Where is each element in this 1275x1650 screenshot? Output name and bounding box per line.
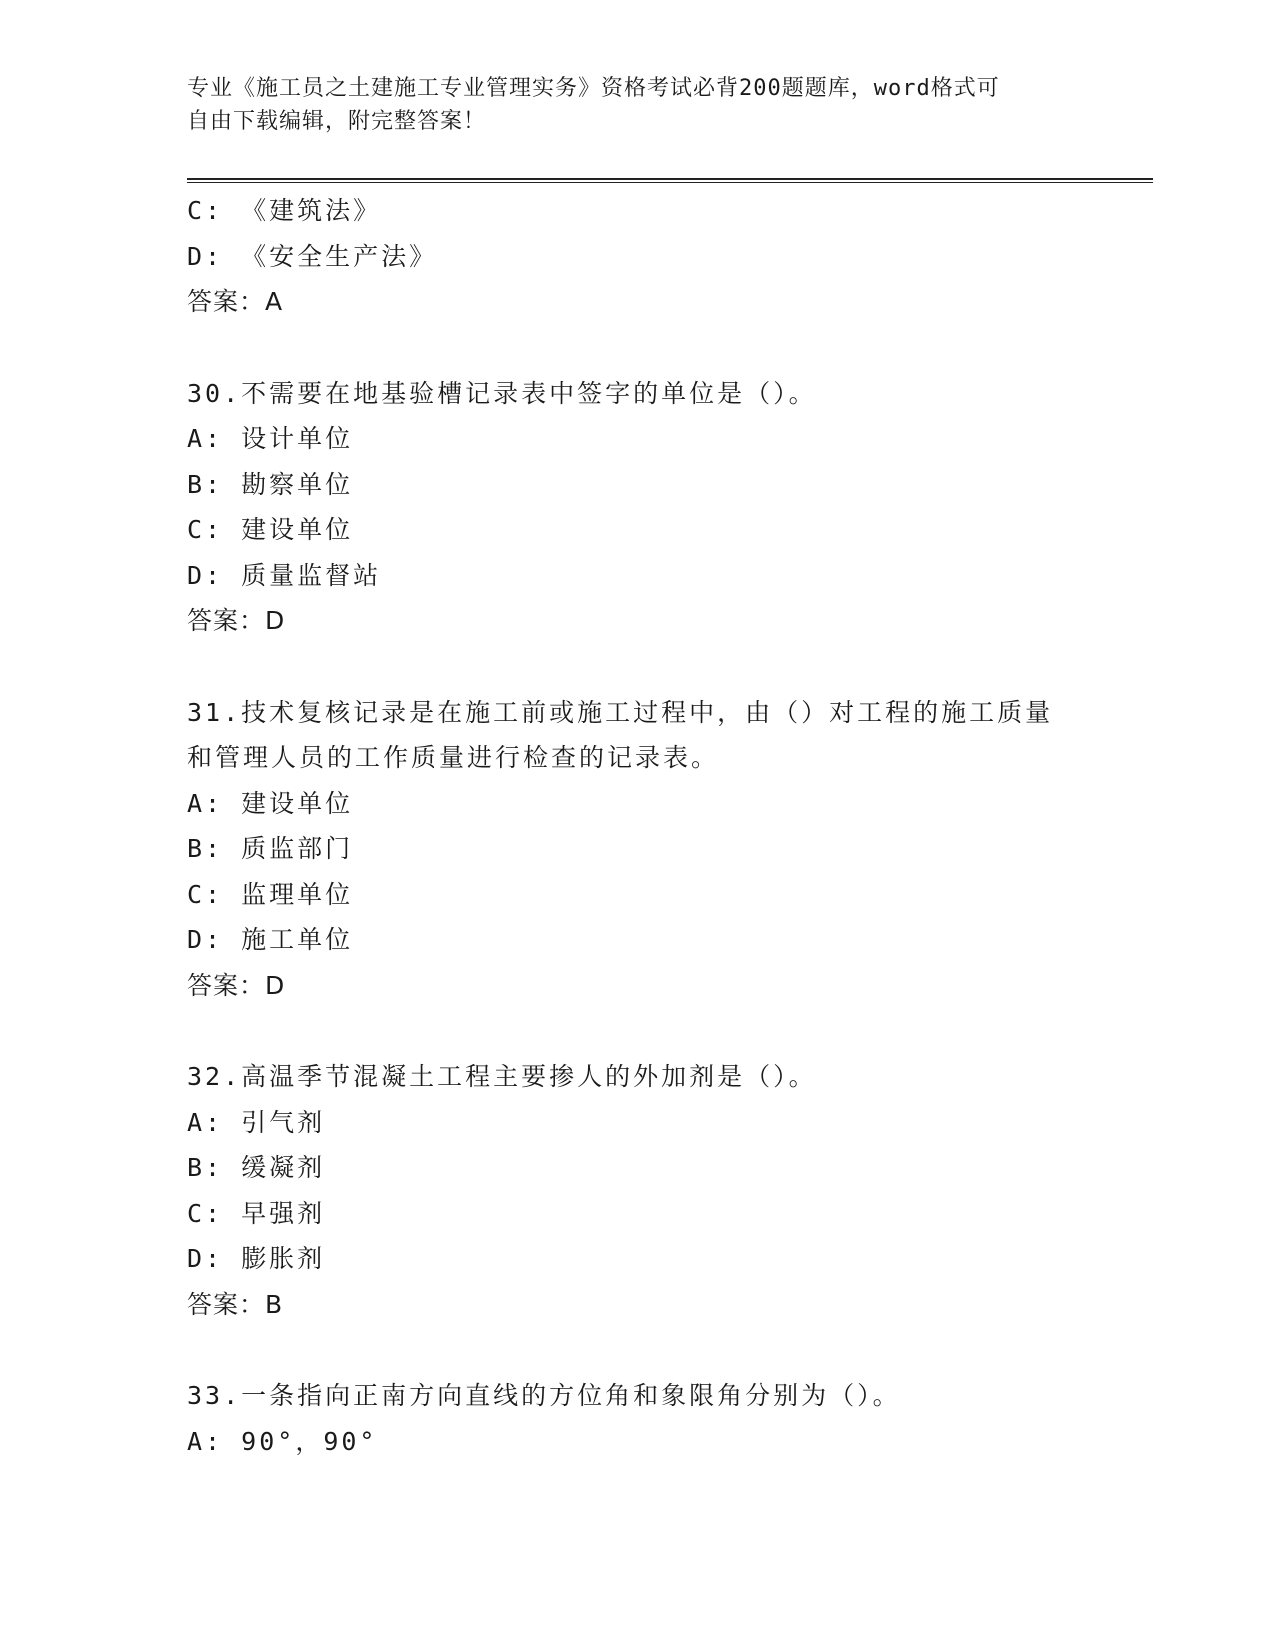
question-stem: 30.不需要在地基验槽记录表中签字的单位是（）。 bbox=[187, 378, 817, 408]
option-b: B: 勘察单位 bbox=[187, 469, 354, 499]
question-stem: 33.一条指向正南方向直线的方位角和象限角分别为（）。 bbox=[187, 1381, 901, 1410]
option-b: B: 缓凝剂 bbox=[187, 1153, 326, 1182]
answer-line: 答案：D bbox=[187, 606, 286, 635]
option-a: A: 建设单位 bbox=[187, 788, 354, 818]
header-line-1: 专业《施工员之土建施工专业管理实务》资格考试必背200题题库，word格式可 bbox=[187, 76, 1000, 101]
question-stem-line-2: 和管理人员的工作质量进行检查的记录表。 bbox=[187, 743, 720, 772]
question-32 bbox=[187, 1054, 1087, 1327]
answer-line: 答案：A bbox=[187, 287, 284, 316]
header-divider bbox=[187, 178, 1153, 183]
option-c: C: 早强剂 bbox=[187, 1198, 326, 1228]
question-29-continuation bbox=[187, 188, 1087, 325]
question-30 bbox=[187, 371, 1087, 644]
option-c: C: 监理单位 bbox=[187, 879, 354, 909]
option-a: A: 90°，90° bbox=[187, 1426, 378, 1456]
option-b: B: 质监部门 bbox=[187, 834, 354, 863]
option-c: C: 《建筑法》 bbox=[187, 196, 382, 225]
option-a: A: 引气剂 bbox=[187, 1107, 326, 1137]
question-stem: 32.高温季节混凝土工程主要掺人的外加剂是（）。 bbox=[187, 1062, 817, 1091]
header-line-2: 自由下载编辑，附完整答案！ bbox=[187, 109, 487, 134]
question-33 bbox=[187, 1373, 1087, 1464]
option-d: D: 《安全生产法》 bbox=[187, 241, 438, 271]
question-stem-line-1: 31.技术复核记录是在施工前或施工过程中，由（）对工程的施工质量 bbox=[187, 697, 1054, 727]
option-d: D: 膨胀剂 bbox=[187, 1244, 326, 1273]
question-31 bbox=[187, 690, 1087, 1009]
option-a: A: 设计单位 bbox=[187, 424, 354, 453]
answer-line: 答案：B bbox=[187, 1289, 284, 1319]
document-header bbox=[187, 72, 1067, 138]
option-c: C: 建设单位 bbox=[187, 515, 354, 544]
question-list bbox=[187, 188, 1087, 1464]
answer-line: 答案：D bbox=[187, 970, 286, 1000]
option-d: D: 质量监督站 bbox=[187, 560, 382, 590]
option-d: D: 施工单位 bbox=[187, 925, 354, 954]
